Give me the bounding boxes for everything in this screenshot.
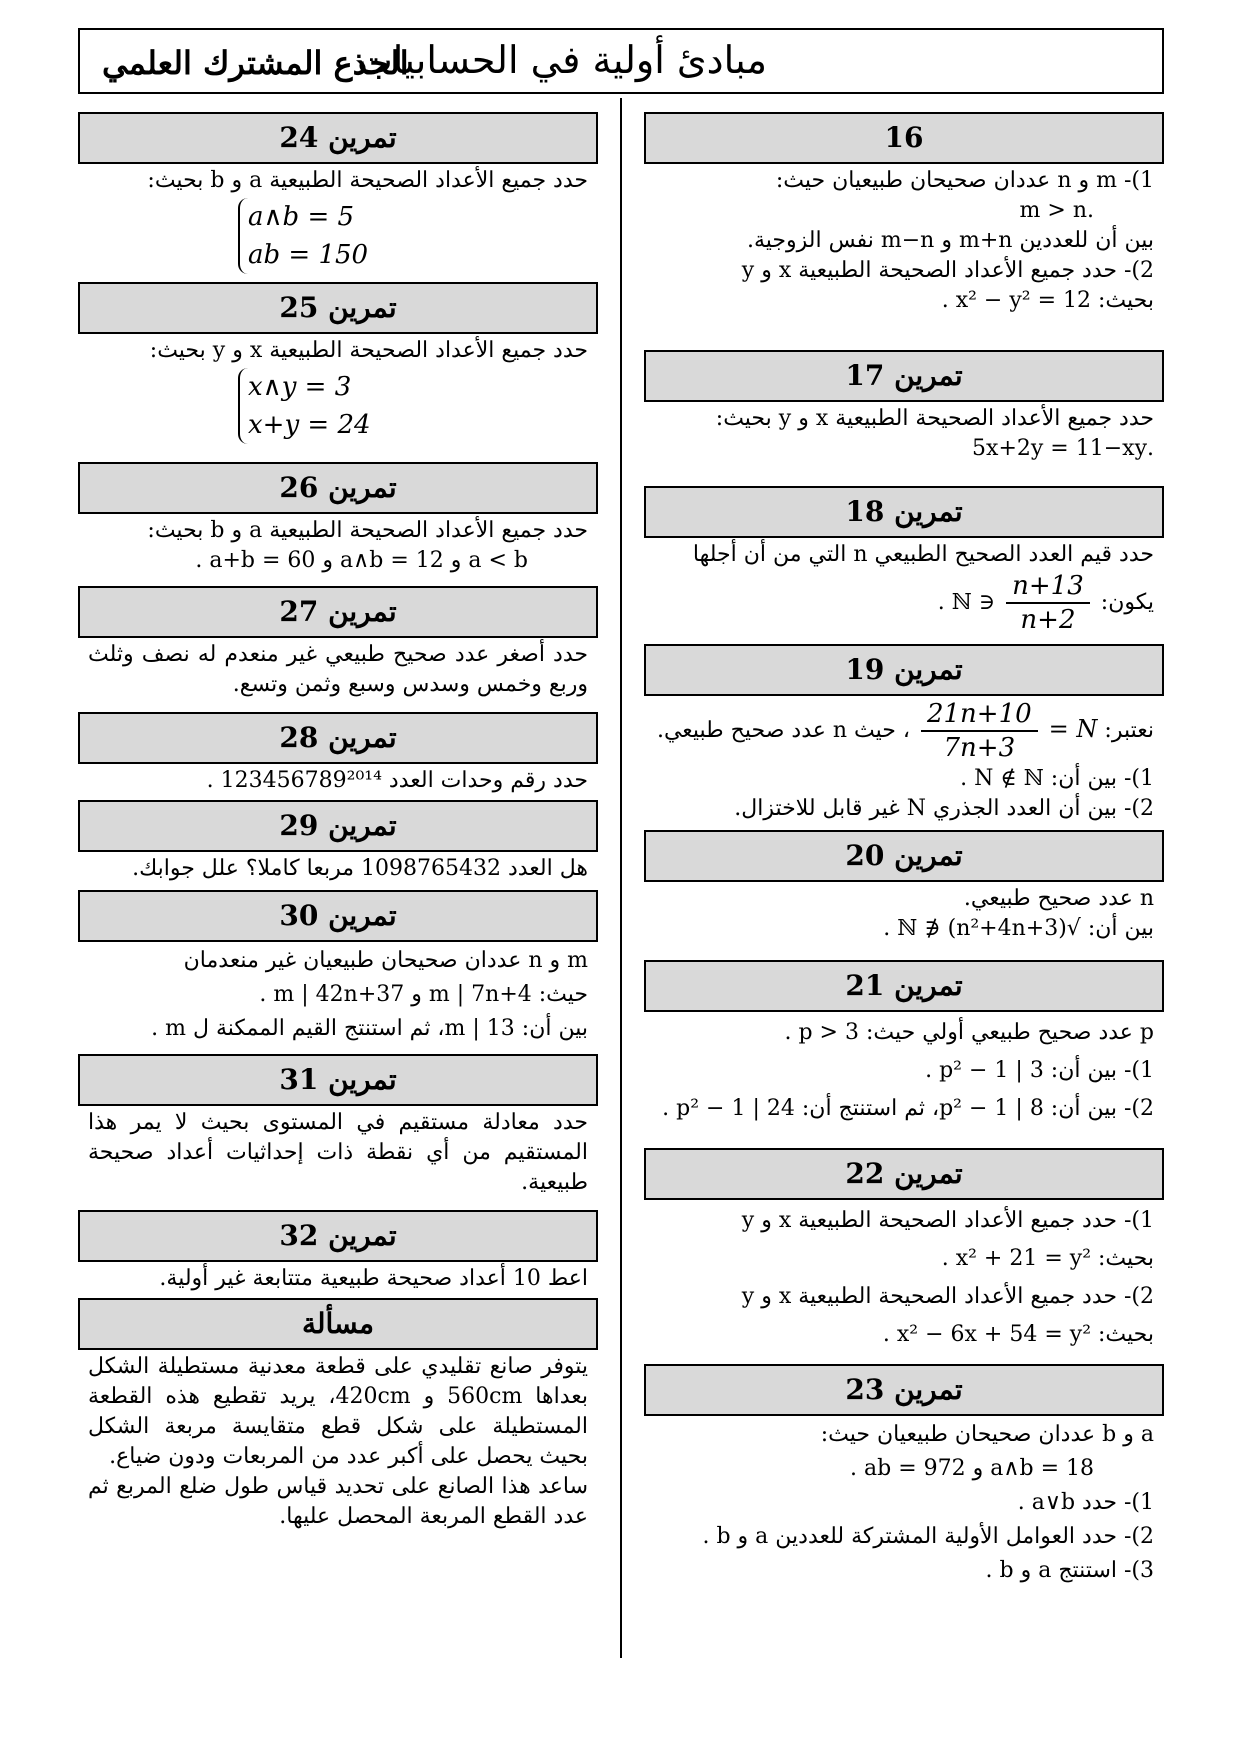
text-line: حدد جميع الأعداد الصحيحة الطبيعية x و y بحيث: [715,406,1154,431]
exercise-title: تمرين 22 [644,1148,1164,1200]
fraction [1006,570,1090,636]
page-header [78,28,1164,94]
text-line: حدد قيم العدد الصحيح الطبيعي n التي من أن أجلها [692,542,1154,567]
equation-system [238,198,368,274]
column-divider [620,98,622,1658]
exercise-title: تمرين 23 [644,1364,1164,1416]
exercise-title: تمرين 18 [644,486,1164,538]
exercise-20 [644,830,1164,944]
text-line: بحيث: x² − y² = 12 . [941,288,1154,313]
text-line: 2)- حدد جميع الأعداد الصحيحة الطبيعية x و y [741,258,1154,283]
equation-system [238,368,371,444]
text-fragment: نعتبر: [1104,718,1154,743]
exercise-25 [78,282,598,446]
exercise-title: تمرين 17 [644,350,1164,402]
exercise-title: تمرين 19 [644,644,1164,696]
text-line: 2)- بين أن: 8 | p² − 1، ثم استنتج أن: 24 | p² − 1 . [662,1096,1154,1121]
exercise-title: مسألة [78,1298,598,1350]
exercise-title: تمرين 27 [78,586,598,638]
problem [78,1298,598,1532]
exercise-23 [644,1364,1164,1588]
text-paragraph: حدد معادلة مستقيم في المستوى بحيث لا يمر هذا المستقيم من أي نقطة ذات إحداثيات أعداد صحيحة طبيعية. [88,1110,588,1195]
text-fragment: ∈ ℕ . [937,590,996,615]
text-line: a < b و a∧b = 12 و a+b = 60 . [195,548,528,573]
exercise-title: تمرين 30 [78,890,598,942]
class-level: الجذع المشترك العلمي [102,44,409,82]
text-line: 1)- m و n عددان صحيحان طبيعيان حيث: [775,168,1154,193]
equation: x+y = 24 [248,410,371,440]
exercise-29 [78,800,598,884]
exercise-title: تمرين 32 [78,1210,598,1262]
text-line: a و b عددان صحيحان طبيعيان حيث: [820,1422,1154,1447]
math-fragment: N = [1048,715,1098,743]
exercise-18 [644,486,1164,636]
text-line: حدد جميع الأعداد الصحيحة الطبيعية a و b بحيث: [147,518,588,543]
exercise-32 [78,1210,598,1294]
exercise-title: تمرين 25 [78,282,598,334]
exercise-16 [644,112,1164,316]
text-line: بين أن: √(n²+4n+3) ∉ ℕ . [883,916,1154,941]
numerator: n+13 [1006,570,1090,604]
text-line: اعط 10 أعداد صحيحة طبيعية متتابعة غير أولية. [159,1266,588,1291]
text-line: p عدد صحيح طبيعي أولي حيث: p > 3 . [784,1020,1154,1045]
text-paragraph: ساعد هذا الصانع على تحديد قياس طول ضلع المربع ثم عدد القطع المربعة المحصل عليها. [88,1474,588,1529]
text-line: 1)- حدد a∨b . [1017,1490,1154,1515]
text-line: حدد جميع الأعداد الصحيحة الطبيعية x و y بحيث: [149,338,588,363]
text-line: .m > n [1019,198,1094,223]
text-line: حيث: m | 7n+4 و m | 42n+37 . [259,982,588,1007]
exercise-17 [644,350,1164,464]
exercise-31 [78,1054,598,1198]
denominator: 7n+3 [943,733,1016,763]
exercise-27 [78,586,598,700]
equation: x∧y = 3 [248,372,352,402]
text-line: 2)- حدد جميع الأعداد الصحيحة الطبيعية x و y [741,1284,1154,1309]
text-line: 3)- استنتج a و b . [985,1558,1154,1583]
exercise-26 [78,462,598,576]
text-line: حدد جميع الأعداد الصحيحة الطبيعية a و b بحيث: [147,168,588,193]
text-line: a∧b = 18 و ab = 972 . [850,1456,1094,1481]
exercise-24 [78,112,598,276]
exercise-title: تمرين 21 [644,960,1164,1012]
text-line: 1)- بين أن: 3 | p² − 1 . [925,1058,1154,1083]
exercise-21 [644,960,1164,1128]
exercise-title: تمرين 20 [644,830,1164,882]
text-line [654,698,1154,764]
exercise-30 [78,890,598,1046]
exercise-title: تمرين 24 [78,112,598,164]
text-line: بين أن للعددين m+n و m−n نفس الزوجية. [746,228,1154,253]
equation: a∧b = 5 [248,202,355,232]
text-line: n عدد صحيح طبيعي. [963,886,1154,911]
text-line: .5x+2y = 11−xy [972,436,1154,461]
equation: ab = 150 [248,240,369,270]
page-title: مبادئ أولية في الحسابيات [356,38,767,82]
exercise-title: تمرين 26 [78,462,598,514]
exercise-22 [644,1148,1164,1354]
exercise-19 [644,644,1164,824]
exercise-title: 16 [644,112,1164,164]
fraction [921,698,1038,764]
text-line: 2)- حدد العوامل الأولية المشتركة للعددين a و b . [702,1524,1154,1549]
text-line: بحيث: x² + 21 = y² . [941,1246,1154,1271]
text-paragraph: يتوفر صانع تقليدي على قطعة معدنية مستطيلة الشكل بعداها 560cm و 420cm، يريد تقطيع هذه القطعة المستطيلة على شكل قطع متقايسة مربعة الشكل بحيث يحصل على أكبر عدد من المربعات ودون ضياع. [88,1354,588,1469]
text-paragraph: حدد أصغر عدد صحيح طبيعي غير منعدم له نصف وثلث وربع وخمس وسدس وسبع وثمن وتسع. [88,642,588,697]
text-fragment: ، حيث n عدد صحيح طبيعي. [656,718,910,743]
text-line: بين أن: m | 13، ثم استنتج القيم الممكنة ل m . [151,1016,588,1041]
exercise-title: تمرين 31 [78,1054,598,1106]
numerator: 21n+10 [921,698,1038,732]
text-line [654,570,1154,636]
exercise-28 [78,712,598,796]
exercise-title: تمرين 28 [78,712,598,764]
exercise-title: تمرين 29 [78,800,598,852]
text-fragment: يكون: [1100,590,1154,615]
text-line: m و n عددان صحيحان طبيعيان غير منعدمان [183,948,588,973]
text-line: هل العدد 1098765432 مربعا كاملا؟ علل جوابك. [132,856,588,881]
text-line: 2)- بين أن العدد الجذري N غير قابل للاختزال. [734,796,1154,821]
text-line: 1)- حدد جميع الأعداد الصحيحة الطبيعية x و y [741,1208,1154,1233]
text-line: حدد رقم وحدات العدد 123456789²⁰¹⁴ . [206,768,588,793]
text-line: بحيث: x² − 6x + 54 = y² . [882,1322,1154,1347]
denominator: n+2 [1020,605,1076,635]
text-line: 1)- بين أن: N ∉ ℕ . [960,766,1154,791]
